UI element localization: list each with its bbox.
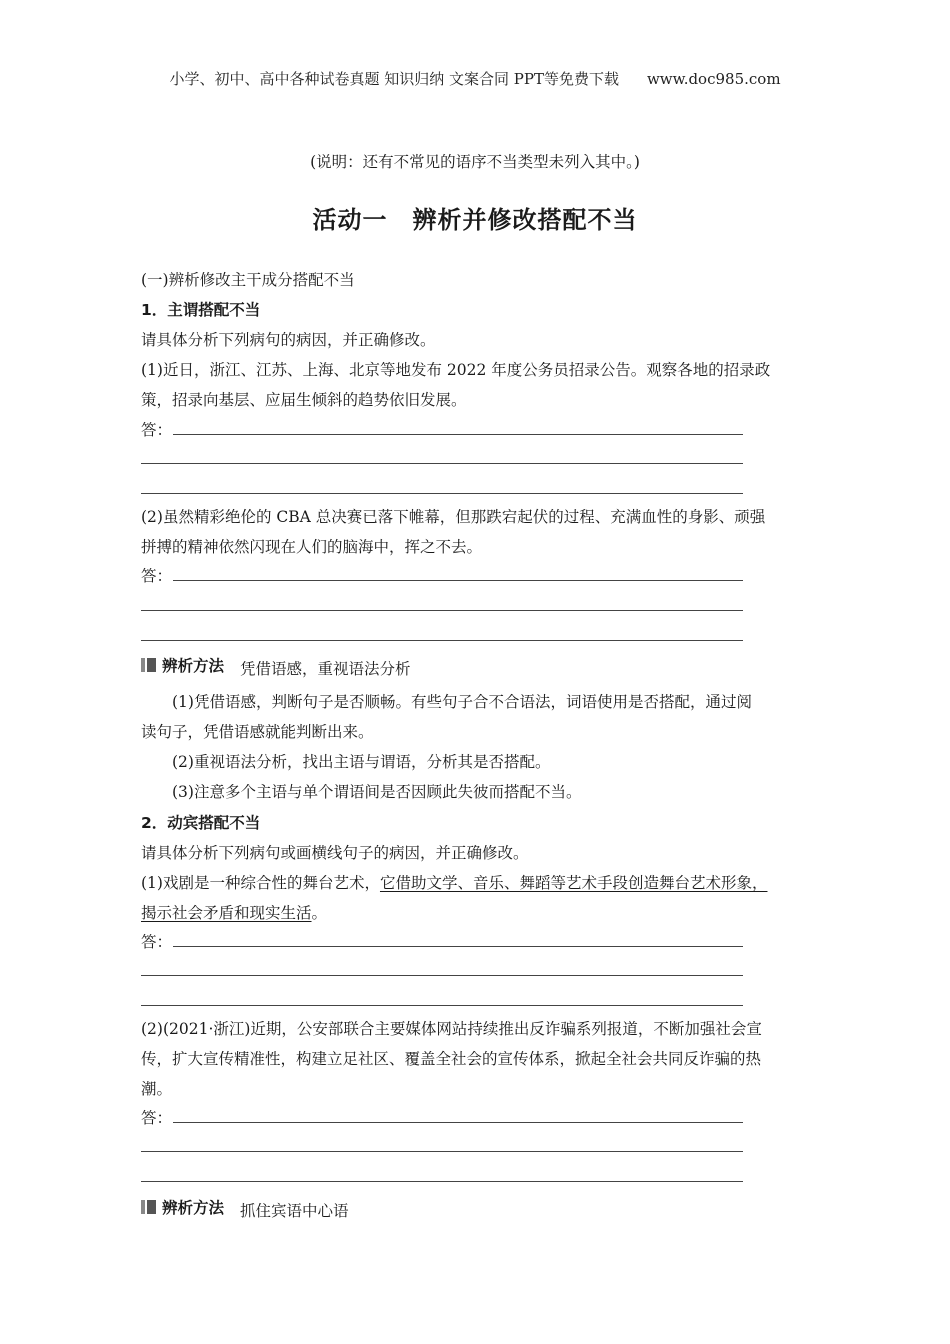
answer-label: 答： — [141, 1109, 173, 1127]
method-title: 抓住宾语中心语 — [240, 1202, 349, 1220]
note: (说明：还有不常见的语序不当类型未列入其中。) — [310, 153, 640, 171]
question-1-line-1: (1)近日，浙江、江苏、上海、北京等地发布 2022 年度公务员招录公告。观察各地的招录政 — [141, 361, 771, 379]
page-header — [0, 68, 950, 89]
method-point-1-line-2: 读句子，凭借语感就能判断出来。 — [141, 723, 374, 741]
question-3-line-1 — [141, 871, 767, 893]
answer-line[interactable] — [141, 493, 743, 494]
underlined-sentence-part-2: 揭示社会矛盾和现实生活 — [141, 904, 312, 922]
answer-label: 答： — [141, 567, 173, 585]
header-text: 小学、初中、高中各种试卷真题 知识归纳 文案合同 PPT等免费下载 — [169, 70, 619, 88]
sub-heading-verb-object: 2．动宾搭配不当 — [141, 814, 261, 832]
method-marker-icon — [141, 658, 156, 672]
sub-heading-subject-predicate: 1．主谓搭配不当 — [141, 301, 261, 319]
question-4-line-2: 传，扩大宣传精准性，构建立足社区、覆盖全社会的宣传体系，掀起全社会共同反诈骗的热 — [141, 1050, 762, 1068]
question-2-line-1: (2)虽然精彩绝伦的 CBA 总决赛已落下帷幕，但那跌宕起伏的过程、充满血性的身影、顽强 — [141, 508, 766, 526]
method-title: 凭借语感，重视语法分析 — [240, 660, 411, 678]
answer-line[interactable] — [173, 434, 743, 435]
answer-line[interactable] — [173, 1122, 743, 1123]
method-point-2: (2)重视语法分析，找出主语与谓语，分析其是否搭配。 — [172, 753, 551, 771]
header-site-link[interactable]: www.doc985.com — [646, 70, 781, 88]
answer-label: 答： — [141, 421, 173, 439]
question-3-prefix: (1)戏剧是一种综合性的舞台艺术， — [141, 874, 380, 892]
answer-line[interactable] — [141, 610, 743, 611]
answer-line[interactable] — [141, 1181, 743, 1182]
question-4-line-3: 潮。 — [141, 1080, 173, 1098]
method-marker-icon — [141, 1200, 156, 1214]
answer-line[interactable] — [141, 1005, 743, 1006]
question-3-end: 。 — [311, 904, 328, 922]
method-tag: 辨析方法 — [162, 657, 225, 675]
instruction: 请具体分析下列病句的病因，并正确修改。 — [141, 331, 436, 349]
method-point-1-line-1: (1)凭借语感，判断句子是否顺畅。有些句子合不合语法，词语使用是否搭配，通过阅 — [172, 693, 752, 711]
question-3-line-2 — [141, 901, 327, 923]
answer-line[interactable] — [141, 640, 743, 641]
method-point-3: (3)注意多个主语与单个谓语间是否因顾此失彼而搭配不当。 — [172, 783, 582, 801]
question-1-line-2: 策，招录向基层、应届生倾斜的趋势依旧发展。 — [141, 391, 467, 409]
answer-line[interactable] — [173, 946, 743, 947]
instruction: 请具体分析下列病句或画横线句子的病因，并正确修改。 — [141, 844, 529, 862]
answer-label: 答： — [141, 933, 173, 951]
method-box — [141, 1197, 349, 1220]
method-tag: 辨析方法 — [162, 1199, 225, 1217]
answer-line[interactable] — [141, 463, 743, 464]
underlined-sentence-part-1: 它借助文学、音乐、舞蹈等艺术手段创造舞台艺术形象， — [379, 874, 768, 892]
answer-line[interactable] — [173, 580, 743, 581]
question-4-line-1: (2)(2021·浙江)近期，公安部联合主要媒体网站持续推出反诈骗系列报道，不断加强社会宣 — [141, 1020, 762, 1038]
page-title: 活动一 辨析并修改搭配不当 — [312, 206, 638, 234]
method-box — [141, 655, 411, 678]
answer-line[interactable] — [141, 975, 743, 976]
answer-line[interactable] — [141, 1151, 743, 1152]
section-heading: (一)辨析修改主干成分搭配不当 — [141, 271, 355, 289]
question-2-line-2: 拼搏的精神依然闪现在人们的脑海中，挥之不去。 — [141, 538, 483, 556]
